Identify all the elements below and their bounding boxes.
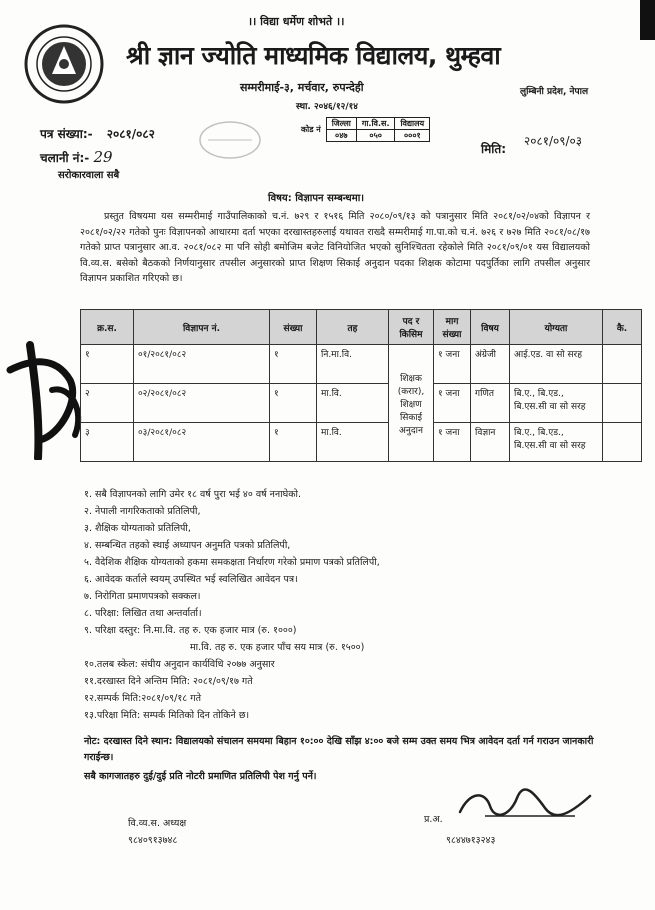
principal-signature — [455, 786, 595, 822]
cell-subject: गणित — [471, 384, 510, 423]
code-label: कोड नं — [301, 125, 321, 134]
cell-count: १ — [270, 384, 317, 423]
col-header: क्र.स. — [81, 310, 134, 345]
cell-sn: ३ — [81, 423, 134, 462]
code-header: विद्यालय — [395, 118, 430, 130]
cell-level: मा.वि. — [317, 423, 389, 462]
table-row — [81, 345, 642, 384]
cell-ad-no: ०१/२०८१/०८२ — [134, 345, 270, 384]
cell-remarks — [603, 384, 642, 423]
condition-item: ५. वैदेशिक शैक्षिक योग्यताको हकमा समकक्षता निर्धारण गरेको प्रमाण पत्रको प्रतिलिपी, — [84, 557, 380, 568]
condition-item: १३.परिक्षा मिति: सम्पर्क मितिको दिन तोकिने छ। — [84, 710, 250, 721]
col-header: पद र किसिम — [389, 310, 434, 345]
letter-number-value: २०८१/०८२ — [106, 127, 155, 141]
letter-body — [80, 209, 590, 287]
code-value: ०००१ — [395, 130, 430, 142]
principal-title: प्र.अ. — [424, 814, 443, 825]
condition-item: ३. शैक्षिक योग्यताको प्रतिलिपी, — [84, 523, 191, 534]
school-code-box — [296, 117, 430, 142]
letter-subject: विषय: विज्ञापन सम्बन्धमा। — [268, 193, 365, 204]
condition-item: ११.दरखास्त दिने अन्तिम मिति: २०८१/०९/१७ गते — [84, 676, 253, 687]
cell-count: १ — [270, 345, 317, 384]
school-logo — [24, 22, 104, 106]
note-text: नोट: दरखास्त दिने स्थान: विद्यालयको संचालन समयमा बिहान १०:०० देखि साँझ ४:०० बजे सम्म उक्त समय भित्र आवेदन दर्ता गर्न गराउन जानकारी गराईन्छ। — [84, 736, 594, 763]
cell-level: मा.वि. — [317, 384, 389, 423]
condition-item: ६. आवेदक कर्ताले स्वयम् उपस्थित भई स्वलिखित आवेदन पत्र। — [84, 574, 298, 585]
code-value: ०४७ — [326, 130, 356, 142]
recipient: सरोकारवाला सबै — [58, 170, 120, 181]
cell-remarks — [603, 423, 642, 462]
dispatch-number — [40, 148, 113, 166]
chairperson-phone: ९८४०९१३७४८ — [128, 835, 178, 846]
condition-item: ९. परिक्षा दस्तुर: नि.मा.वि. तह रु. एक हजार मात्र (रु. १०००) — [84, 625, 297, 636]
letter-date-value: २०८१/०९/०३ — [524, 134, 583, 148]
cell-sn: २ — [81, 384, 134, 423]
cell-count: १ — [270, 423, 317, 462]
cell-qualification: बि.ए., बि.एड., बि.एस.सी वा सो सरह — [510, 384, 603, 423]
letter-date — [481, 134, 583, 157]
letter-number — [40, 125, 155, 142]
school-motto: ।। विद्या धर्मेण शोभते ।। — [248, 15, 345, 28]
cell-remarks — [603, 345, 642, 384]
handwritten-margin-mark — [0, 340, 92, 460]
condition-item: ४. सम्बन्धित तहको स्थाई अध्यापन अनुमति पत्रको प्रतिलिपी, — [84, 540, 291, 551]
chairperson-title: वि.व्य.स. अध्यक्ष — [128, 818, 187, 829]
letter-date-label: मिति: — [481, 142, 507, 156]
cell-ad-no: ०३/२०८१/०८२ — [134, 423, 270, 462]
cell-sn: १ — [81, 345, 134, 384]
conditions-list — [84, 486, 604, 724]
dispatch-number-label: चलानी नं:- — [40, 151, 90, 165]
condition-item: २. नेपाली नागरिकताको प्रतिलिपी, — [84, 506, 201, 517]
col-header: तह — [317, 310, 389, 345]
vacancy-table — [80, 309, 642, 462]
province-label: लुम्बिनी प्रदेश, नेपाल — [520, 87, 589, 97]
letter-number-label: पत्र संख्या:- — [40, 127, 93, 141]
cell-subject: विज्ञान — [471, 423, 510, 462]
cell-level: नि.मा.वि. — [317, 345, 389, 384]
school-name: श्री ज्ञान ज्योति माध्यमिक विद्यालय, थुम्हवा — [126, 41, 501, 70]
condition-item: ८. परिक्षा: लिखित तथा अन्तर्वार्ता। — [84, 608, 202, 619]
col-header: विज्ञापन नं. — [134, 310, 270, 345]
scan-edge-mark — [628, 0, 655, 40]
table-row — [81, 423, 642, 462]
condition-item: ७. निरोगिता प्रमाणपत्रको सक्कल। — [84, 591, 201, 602]
dispatch-number-value: 29 — [93, 148, 113, 166]
chairperson-signature-block — [128, 815, 186, 849]
cell-ad-no: ०२/२०८१/०८२ — [134, 384, 270, 423]
letter-body-text: प्रस्तुत विषयमा यस सम्मरीमाई गाउँपालिकाको च.नं. ७२९ र १५१६ मिति २०८०/०९/१३ को पत्रानुसार मिति २०८१/०२/०४को विज्ञापन र २०८१/०२/२२ गतेको पुनः विज्ञापनको आधारमा दर्ता भएका दरखास्तहरुलाई यथावत राख्दै सम्मरीमाई गा.पा.को च.नं. ७२६ र ७२७ मिति २०८१/०८/१७ गतेको प्राप्त पत्रानुसार आ.व. २०८१/०८२ मा पनि सोही बमोजिम बजेट विनियोजित भएको सुनिश्चितता रहेकोले मिति २०८१/०९/०१ यस विद्यालयको वि.व्य.स. बसेको बैठकको निर्णयानुसार तपसील अनुसारको प्राप्त शिक्षण सिकाई अनुदान पदका शिक्षक कोटामा पदपुर्तिका लागि तपसील अनुसार विज्ञापन प्रकाशित गरिएको छ। — [80, 211, 590, 285]
condition-item: १०.तलब स्केल: संघीय अनुदान कार्यविधि २०७७ अनुसार — [84, 659, 275, 670]
principal-phone: ९८४४७१३२४३ — [446, 835, 496, 846]
col-header: कै. — [603, 310, 642, 345]
cell-qualification: आई.एड. वा सो सरह — [510, 345, 603, 384]
cell-demand: १ जना — [434, 423, 471, 462]
cell-post-type: शिक्षक (करार), शिक्षण सिकाई अनुदान — [389, 345, 434, 462]
cell-qualification: बि.ए., बि.एड., बि.एस.सी वा सो सरह — [510, 423, 603, 462]
col-header: माग संख्या — [434, 310, 471, 345]
condition-item: १२.सम्पर्क मिति:२०८१/०९/१८ गते — [84, 693, 201, 704]
col-header: योग्यता — [510, 310, 603, 345]
code-header: जिल्ला — [326, 118, 356, 130]
office-stamp-mark — [198, 118, 262, 162]
cell-demand: १ जना — [434, 345, 471, 384]
code-value: ०५० — [356, 130, 395, 142]
col-header: संख्या — [270, 310, 317, 345]
cell-subject: अंग्रेजी — [471, 345, 510, 384]
school-address: सम्मरीमाई-३, मर्चवार, रुपन्देही — [240, 81, 364, 94]
table-row — [81, 384, 642, 423]
note-documents: सबै कागजातहरु दुई/दुई प्रति नोटरी प्रमाणित प्रतिलिपी पेश गर्नु पर्ने। — [84, 771, 317, 782]
established-date: स्था. २०४६/१२/१४ — [296, 102, 358, 112]
code-header: गा.वि.स. — [356, 118, 395, 130]
table-header-row — [81, 310, 642, 345]
condition-item: मा.वि. तह रु. एक हजार पाँच सय मात्र (रु. १५००) — [190, 642, 365, 653]
cell-demand: १ जना — [434, 384, 471, 423]
col-header: विषय — [471, 310, 510, 345]
condition-item: १. सबै विज्ञापनको लागि उमेर १८ वर्ष पुरा भई ४० वर्ष ननाघेको. — [84, 489, 302, 500]
